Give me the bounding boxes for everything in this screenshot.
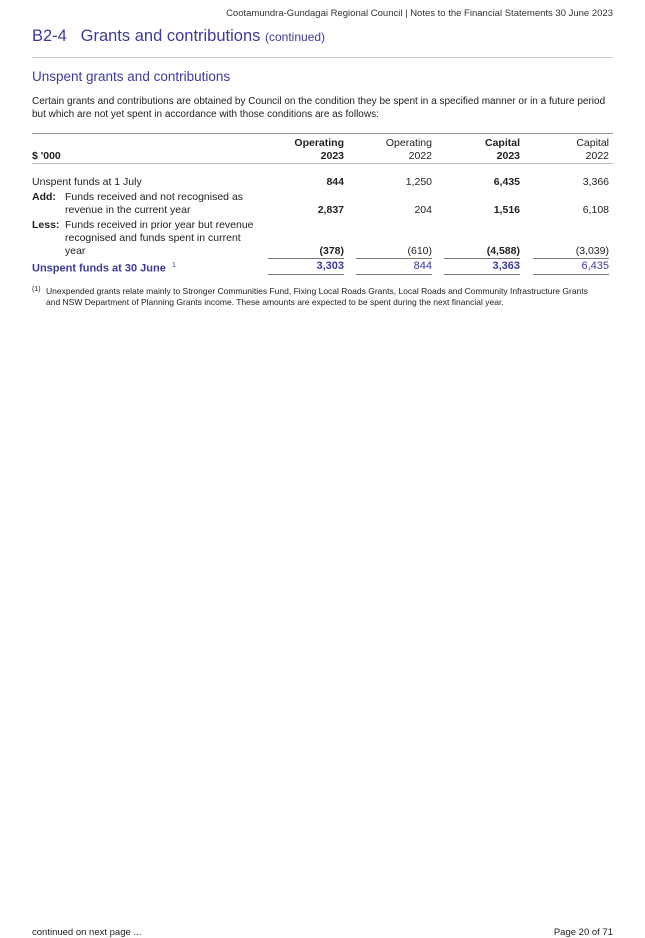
section-number: B2-4 [32, 27, 67, 45]
row-label-add-line1: Funds received and not recognised as [65, 191, 244, 203]
subtotal-rule [356, 258, 432, 259]
table-top-rule [32, 133, 613, 134]
page-number: Page 20 of 71 [553, 927, 613, 938]
total-cell: 6,435 [581, 260, 609, 272]
total-underline [444, 274, 520, 275]
subtotal-rule [444, 258, 520, 259]
total-cell: 844 [413, 260, 432, 272]
table-cell: 3,366 [582, 176, 609, 188]
row-label-add-line2: revenue in the current year [65, 204, 191, 216]
row-prefix-less: Less: [32, 219, 60, 231]
total-label: Unspent funds at 30 June $^1$ [32, 262, 176, 275]
subtotal-rule [268, 258, 344, 259]
table-cell: 204 [414, 204, 432, 216]
column-header-capital-2023: Capital 2023 [484, 137, 520, 162]
table-cell: 844 [326, 176, 344, 188]
section-name: Grants and contributions [80, 27, 261, 45]
table-cell: 6,435 [493, 176, 520, 188]
intro-paragraph: Certain grants and contributions are obtained by Council on the condition they be spent in a specified manner or in a future period but which are not yet spent in accordance with those conditions are as follows: [32, 96, 606, 120]
footnote-marker: (1) [32, 286, 41, 293]
total-underline [268, 274, 344, 275]
document-header: Cootamundra-Gundagai Regional Council | Notes to the Financial Statements 30 June 2023 [226, 8, 613, 19]
footnote [32, 286, 602, 307]
column-header-operating-2023: Operating 2023 [294, 137, 344, 162]
table-cell: (378) [319, 245, 344, 257]
unit-label: $ '000 [32, 150, 61, 162]
table-cell: 1,250 [405, 176, 432, 188]
total-cell: 3,363 [492, 260, 520, 272]
column-header-operating-2022: Operating 2022 [385, 137, 432, 162]
column-header-capital-2022: Capital 2022 [576, 137, 609, 162]
table-cell: (610) [407, 245, 432, 257]
subheading: Unspent grants and contributions [32, 69, 231, 84]
total-cell: 3,303 [316, 260, 344, 272]
subtotal-rule [533, 258, 609, 259]
footnote-text: Unexpended grants relate mainly to Stronger Communities Fund, Fixing Local Roads Grants, Local Roads and Community Infrastructure Grants and NSW Department of Planning Grants income. These amounts are expected to be spent during the next financial year. [46, 286, 588, 307]
row-label-less-line2: recognised and funds spent in current [65, 232, 241, 244]
total-underline [356, 274, 432, 275]
section-divider [32, 57, 613, 58]
table-cell: (4,588) [486, 245, 520, 257]
table-cell: (3,039) [575, 245, 609, 257]
total-underline [533, 274, 609, 275]
row-label-opening: Unspent funds at 1 July [32, 176, 142, 188]
row-label-less-line1: Funds received in prior year but revenue [65, 219, 254, 231]
footnote-ref: 1 [171, 262, 176, 269]
continued-label: (continued) [265, 30, 326, 44]
table-cell: 6,108 [582, 204, 609, 216]
table-cell: 2,837 [317, 204, 344, 216]
continued-note: continued on next page ... [32, 927, 142, 938]
table-cell: 1,516 [493, 204, 520, 216]
section-title [32, 27, 325, 46]
row-label-less-line3: year [65, 245, 86, 257]
header-bottom-rule [32, 163, 613, 164]
row-prefix-add: Add: [32, 191, 56, 203]
